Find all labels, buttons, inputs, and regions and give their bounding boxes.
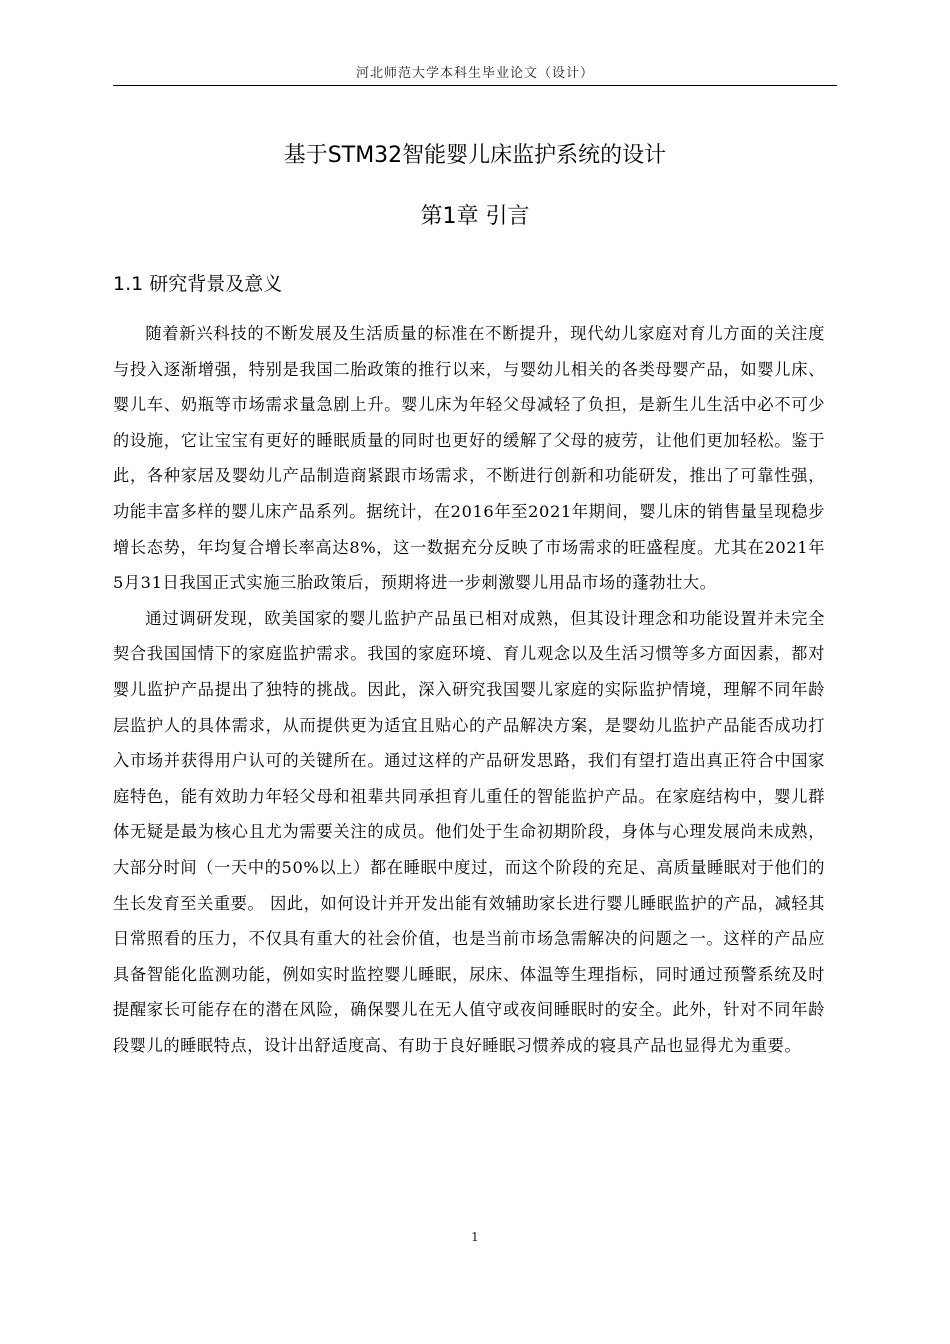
header-divider — [113, 85, 837, 86]
section-title: 1.1 研究背景及意义 — [113, 273, 283, 295]
paragraph-1: 随着新兴科技的不断发展及生活质量的标准在不断提升，现代幼儿家庭对育儿方面的关注度与投入逐渐增强，特别是我国二胎政策的推行以来，与婴幼儿相关的各类母婴产品，如婴儿床、婴儿车、奶瓶等市场需求量急剧上升。婴儿床为年轻父母减轻了负担，是新生儿生活中必不可少的设施，它让宝宝有更好的睡眠质量的同时也更好的缓解了父母的疲劳，让他们更加轻松。鉴于此，各种家居及婴幼儿产品制造商紧跟市场需求，不断进行创新和功能研发，推出了可靠性强，功能丰富多样的婴儿床产品系列。据统计，在2016年至2021年期间，婴儿床的销售量呈现稳步增长态势，年均复合增长率高达8%，这一数据充分反映了市场需求的旺盛程度。尤其在2021年5月31日我国正式实施三胎政策后，预期将进一步刺激婴儿用品市场的蓬勃壮大。 — [113, 324, 825, 593]
running-header: 河北师范大学本科生毕业论文（设计） — [355, 66, 594, 81]
page-number: 1 — [471, 1230, 479, 1244]
body-text — [113, 316, 825, 1063]
paper-title: 基于STM32智能婴儿床监护系统的设计 — [283, 143, 667, 168]
chapter-title: 第1章 引言 — [420, 204, 530, 229]
paragraph-2: 通过调研发现，欧美国家的婴儿监护产品虽已相对成熟，但其设计理念和功能设置并未完全契合我国国情下的家庭监护需求。我国的家庭环境、育儿观念以及生活习惯等多方面因素，都对婴儿监护产品提出了独特的挑战。因此，深入研究我国婴儿家庭的实际监护情境，理解不同年龄层监护人的具体需求，从而提供更为适宜且贴心的产品解决方案，是婴幼儿监护产品能否成功打入市场并获得用户认可的关键所在。通过这样的产品研发思路，我们有望打造出真正符合中国家庭特色，能有效助力年轻父母和祖辈共同承担育儿重任的智能监护产品。在家庭结构中，婴儿群体无疑是最为核心且尤为需要关注的成员。他们处于生命初期阶段，身体与心理发展尚未成熟，大部分时间（一天中的50%以上）都在睡眠中度过，而这个阶段的充足、高质量睡眠对于他们的生长发育至关重要。 因此，如何设计并开发出能有效辅助家长进行婴儿睡眠监护的产品，减轻其日常照看的压力，不仅具有重大的社会价值，也是当前市场急需解决的问题之一。这样的产品应具备智能化监测功能，例如实时监控婴儿睡眠，尿床、体温等生理指标，同时通过预警系统及时提醒家长可能存在的潜在风险，确保婴儿在无人值守或夜间睡眠时的安全。此外，针对不同年龄段婴儿的睡眠特点，设计出舒适度高、有助于良好睡眠习惯养成的寝具产品也显得尤为重要。 — [113, 608, 825, 1055]
